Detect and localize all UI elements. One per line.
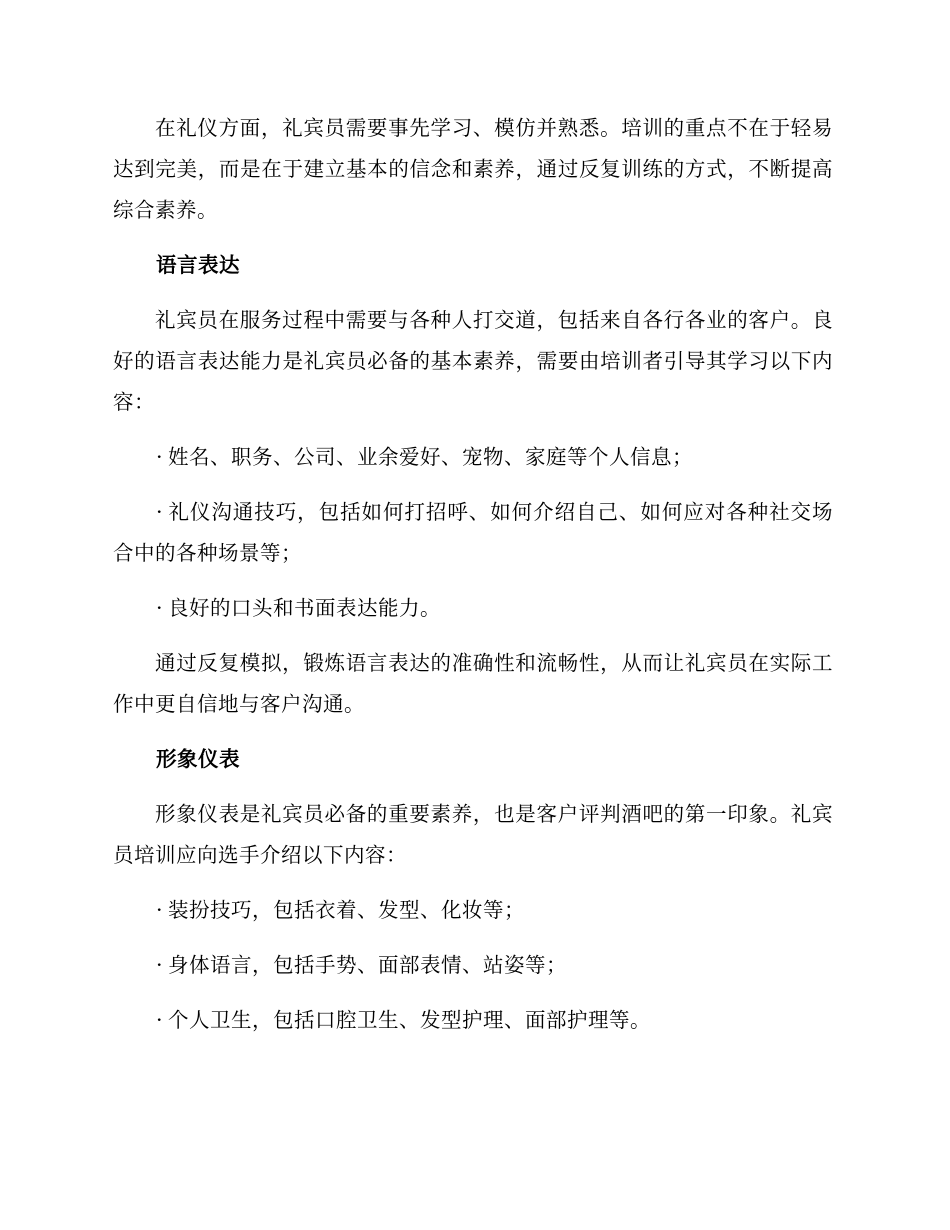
bullet-marker: · — [156, 898, 164, 922]
paragraph-language-summary: 通过反复模拟，锻炼语言表达的准确性和流畅性，从而让礼宾员在实际工作中更自信地与客户沟通。 — [113, 651, 833, 716]
list-item-text: 身体语言，包括手势、面部表情、站姿等； — [168, 953, 567, 977]
bullet-marker: · — [156, 596, 164, 620]
paragraph-language-intro: 礼宾员在服务过程中需要与各种人打交道，包括来自各行各业的客户。良好的语言表达能力是礼宾员必备的基本素养，需要由培训者引导其学习以下内容： — [113, 308, 833, 414]
list-item-text: 良好的口头和书面表达能力。 — [168, 596, 441, 620]
section-heading-language: 语言表达 — [156, 253, 240, 277]
paragraph-etiquette-intro: 在礼仪方面，礼宾员需要事先学习、模仿并熟悉。培训的重点不在于轻易达到完美，而是在于建立基本的信念和素养，通过反复训练的方式，不断提高综合素养。 — [113, 116, 833, 222]
list-item-text: 礼仪沟通技巧，包括如何打招呼、如何介绍自己、如何应对各种社交场合中的各种场景等； — [113, 500, 833, 565]
document-page — [113, 108, 833, 1055]
bullet-marker: · — [156, 500, 164, 524]
bullet-marker: · — [156, 953, 164, 977]
list-item — [113, 588, 833, 629]
list-item — [113, 1000, 833, 1041]
section-heading-appearance: 形象仪表 — [156, 747, 240, 771]
list-item — [113, 492, 833, 574]
bullet-marker: · — [156, 445, 164, 469]
bullet-marker: · — [156, 1008, 164, 1032]
list-item-text: 姓名、职务、公司、业余爱好、宠物、家庭等个人信息； — [168, 445, 693, 469]
list-item — [113, 437, 833, 478]
list-item-text: 个人卫生，包括口腔卫生、发型护理、面部护理等。 — [168, 1008, 651, 1032]
list-item-text: 装扮技巧，包括衣着、发型、化妆等； — [168, 898, 525, 922]
paragraph-appearance-intro: 形象仪表是礼宾员必备的重要素养，也是客户评判酒吧的第一印象。礼宾员培训应向选手介绍以下内容： — [113, 802, 833, 867]
list-item — [113, 890, 833, 931]
list-item — [113, 945, 833, 986]
